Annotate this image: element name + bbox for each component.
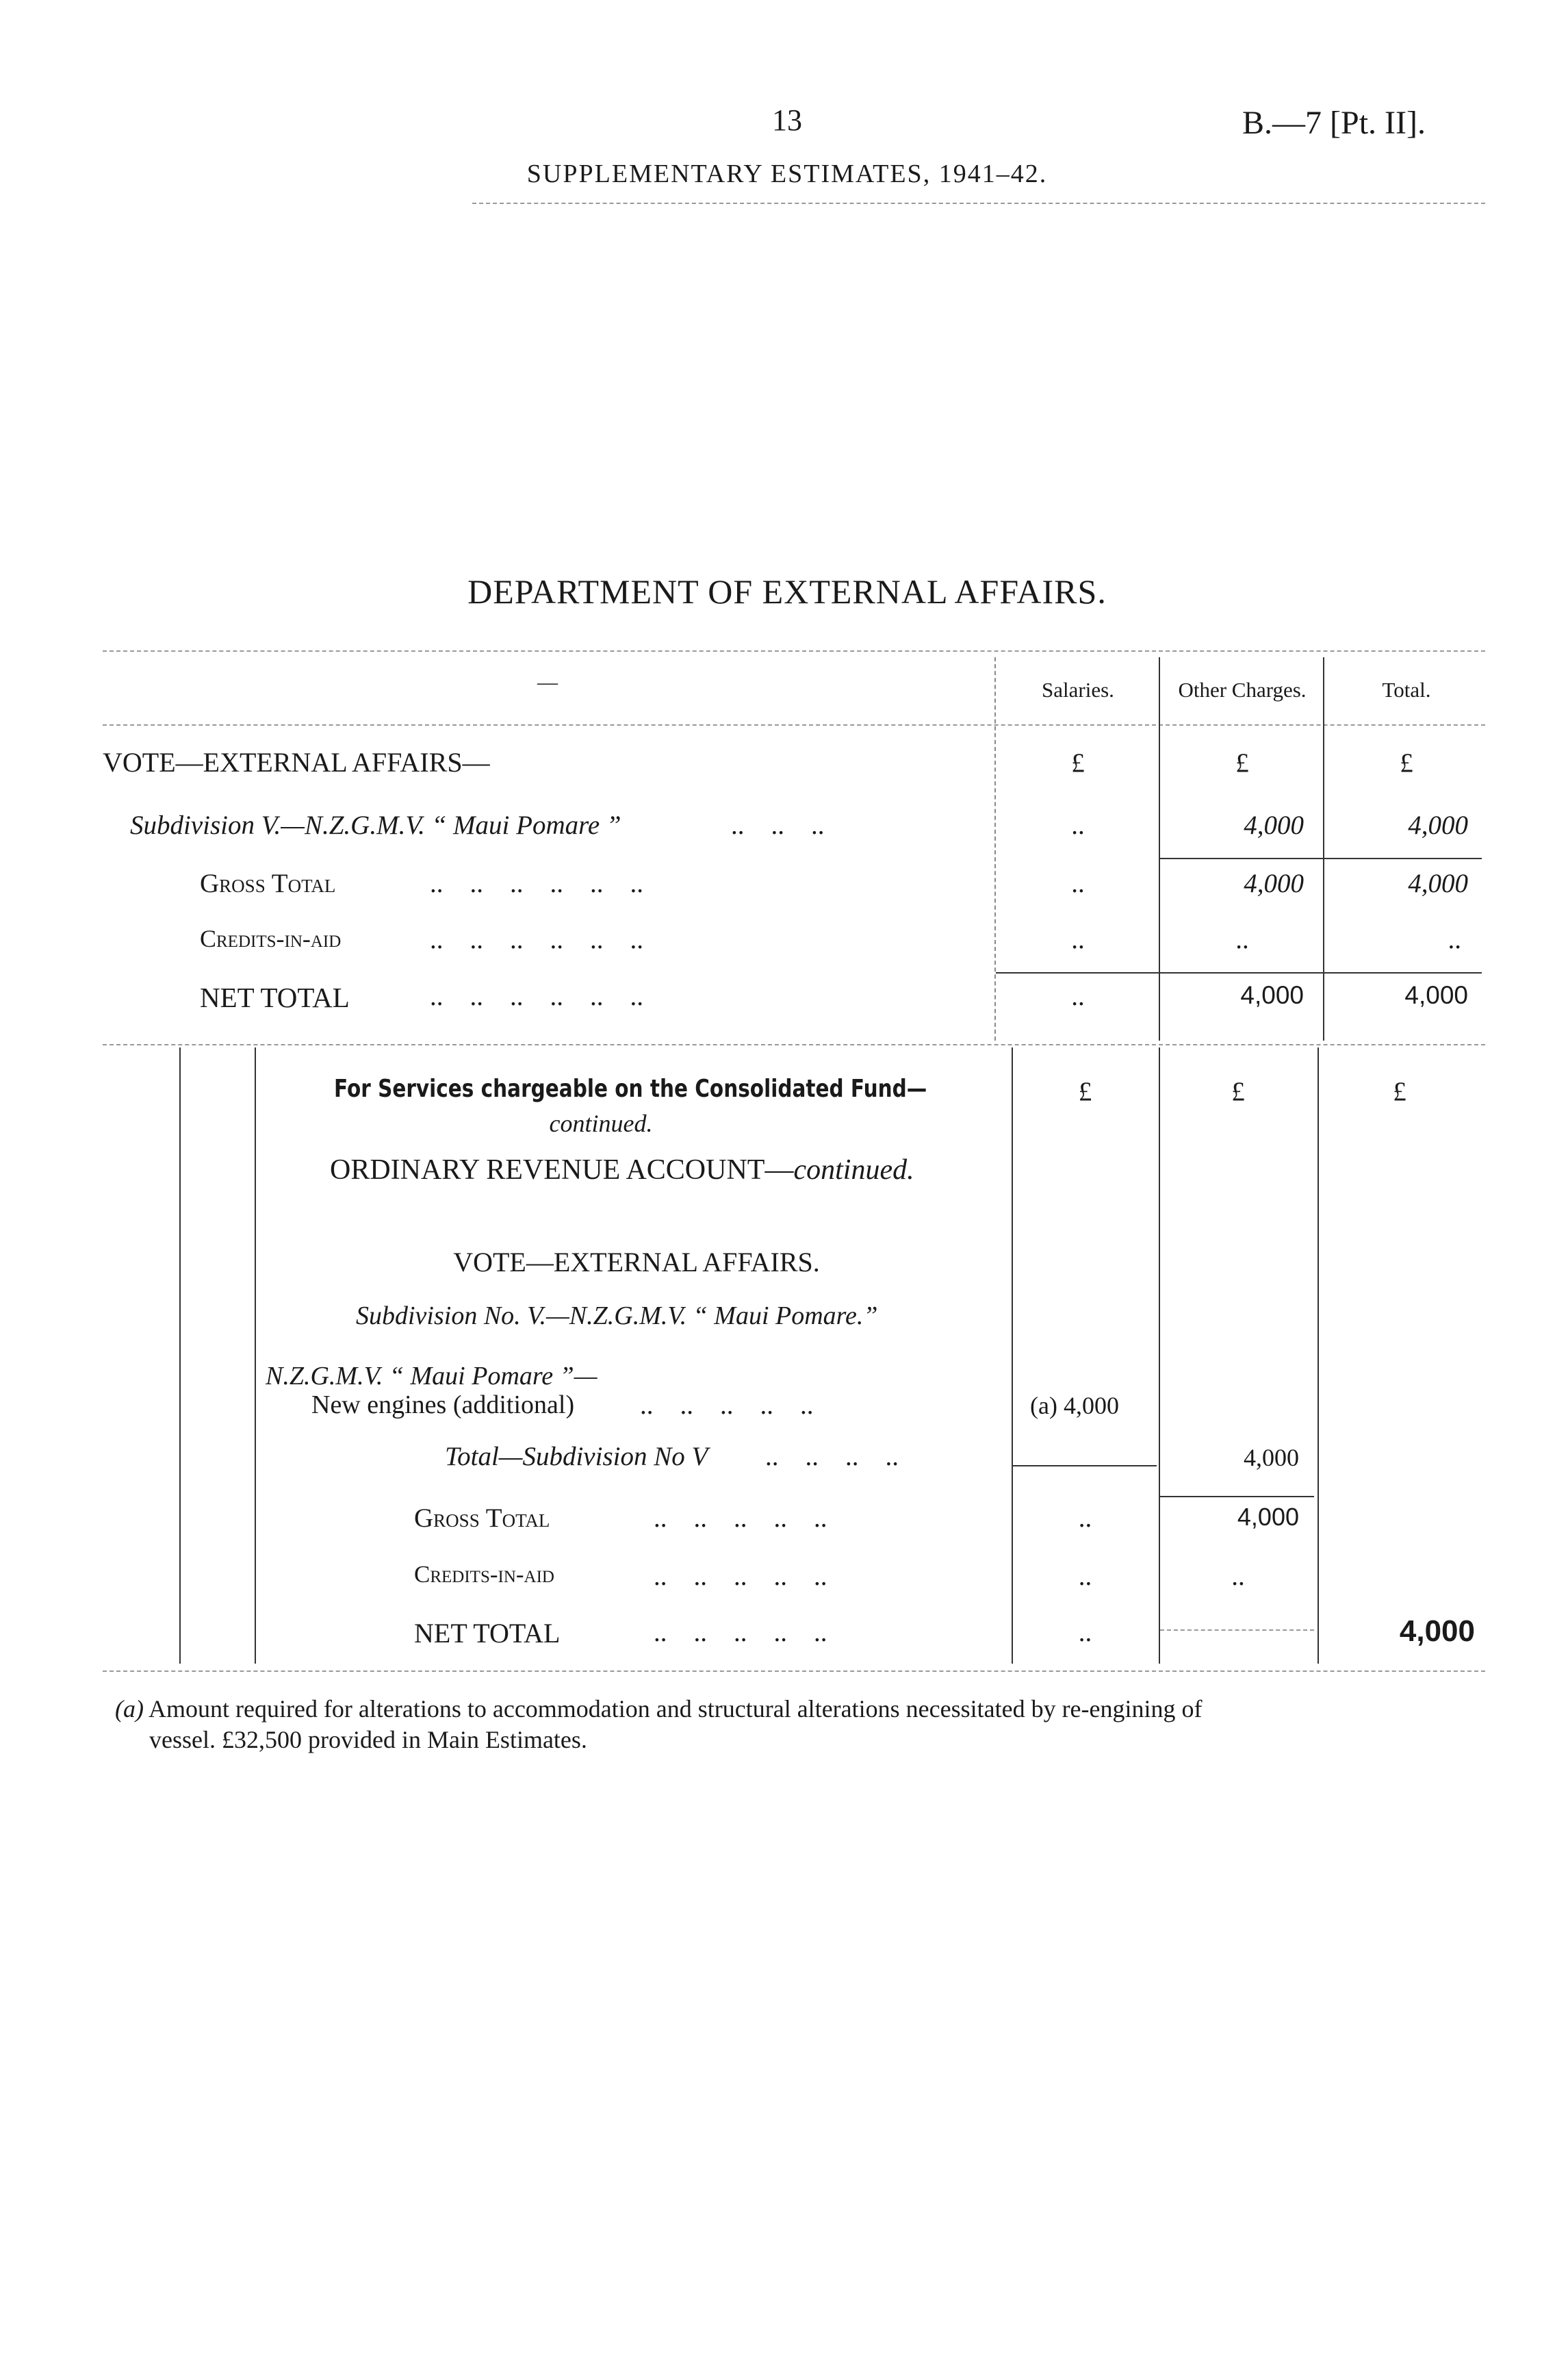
net-total-rule — [996, 972, 1482, 974]
cell-total: 4,000 — [1408, 869, 1468, 898]
detail-subdivision-heading: Subdivision No. V.—N.Z.G.M.V. “ Maui Pomare.” — [356, 1301, 878, 1330]
summary-header-rule — [103, 724, 1485, 726]
account-heading — [330, 1154, 914, 1186]
cell-salaries: .. — [1071, 982, 1085, 1011]
cell-col-1: .. — [1078, 1618, 1092, 1647]
leader-dots: .. .. .. .. .. — [640, 1390, 814, 1420]
account-continued: continued. — [793, 1154, 914, 1186]
page-number: 13 — [772, 103, 802, 137]
cell-total: .. — [1448, 925, 1461, 954]
margin-rule — [255, 1047, 256, 1664]
cell-col-2: 4,000 — [1244, 1444, 1299, 1471]
footnote-text: Amount required for alterations to accommodation and structural alterations necessitated by re-engining of — [149, 1695, 1203, 1723]
column-header-other-charges: Other Charges. — [1178, 678, 1307, 702]
row-label-gross-total: Gross Total — [414, 1503, 550, 1533]
row-label-gross-total: Gross Total — [200, 869, 336, 898]
cell-col-1: .. — [1078, 1503, 1092, 1533]
leader-dots: .. .. .. .. — [765, 1442, 899, 1471]
item-title: N.Z.G.M.V. “ Maui Pomare ”— — [266, 1362, 597, 1390]
row-label-net-total: NET TOTAL — [200, 982, 350, 1013]
row-label-total-subdivision: Total—Subdivision No V — [445, 1442, 708, 1471]
consolidated-fund-heading: For Services chargeable on the Consolidated Fund— — [334, 1075, 927, 1103]
summary-top-rule — [103, 650, 1485, 652]
currency-col-1: £ — [1078, 1077, 1092, 1106]
row-label-subdivision: Subdivision V.—N.Z.G.M.V. “ Maui Pomare ” — [130, 811, 621, 840]
detail-vote-heading: VOTE—EXTERNAL AFFAIRS. — [453, 1247, 820, 1278]
blank-column-header: — — [537, 671, 558, 694]
currency-col-3: £ — [1393, 1077, 1406, 1106]
department-title: DEPARTMENT OF EXTERNAL AFFAIRS. — [467, 572, 1107, 611]
leader-dots: .. .. .. .. .. .. — [430, 925, 643, 954]
column-header-total: Total. — [1382, 678, 1431, 702]
subtotal-rule — [1013, 1465, 1157, 1466]
cell-other-charges: 4,000 — [1240, 981, 1304, 1009]
leader-dots: .. .. .. .. .. — [654, 1503, 827, 1533]
detail-col-divider — [1318, 1047, 1319, 1664]
cell-salaries: .. — [1071, 925, 1085, 954]
net-total-rule — [1160, 1629, 1314, 1631]
column-header-salaries: Salaries. — [1042, 678, 1114, 702]
cell-salaries: .. — [1071, 811, 1085, 840]
account-name: ORDINARY REVENUE ACCOUNT— — [330, 1154, 794, 1186]
cell-other-charges: 4,000 — [1244, 869, 1304, 898]
cell-col-2: .. — [1231, 1562, 1245, 1591]
cell-total: 4,000 — [1408, 811, 1468, 840]
cell-other-charges: .. — [1235, 925, 1249, 954]
footnote-line-2: vessel. £32,500 provided in Main Estimates. — [149, 1726, 587, 1753]
cell-col-1: .. — [1078, 1562, 1092, 1591]
vote-label: VOTE—EXTERNAL AFFAIRS— — [103, 747, 490, 778]
currency-total: £ — [1400, 748, 1413, 778]
cell-salaries: .. — [1071, 869, 1085, 898]
cell-other-charges: 4,000 — [1244, 811, 1304, 840]
leader-dots: .. .. .. — [731, 811, 825, 840]
leader-dots: .. .. .. .. .. — [654, 1562, 827, 1591]
item-amount: (a) 4,000 — [1030, 1392, 1119, 1419]
row-label-net-total: NET TOTAL — [414, 1618, 561, 1649]
row-label-credits-in-aid: Credits-in-aid — [200, 925, 342, 952]
footnote-line-1 — [115, 1694, 1203, 1723]
margin-rule — [179, 1047, 181, 1664]
leader-dots: .. .. .. .. .. .. — [430, 982, 643, 1011]
detail-bottom-rule — [103, 1670, 1485, 1672]
item-description: New engines (additional) — [311, 1390, 575, 1419]
leader-dots: .. .. .. .. .. — [654, 1618, 827, 1647]
running-title: SUPPLEMENTARY ESTIMATES, 1941–42. — [526, 160, 1048, 188]
currency-col-2: £ — [1231, 1077, 1245, 1106]
subtotal-rule — [1160, 858, 1482, 859]
currency-salaries: £ — [1071, 748, 1085, 778]
cell-col-3-net-total: 4,000 — [1399, 1614, 1475, 1648]
cell-col-2: 4,000 — [1237, 1503, 1299, 1531]
row-label-credits-in-aid: Credits-in-aid — [414, 1561, 554, 1588]
header-rule — [472, 203, 1485, 204]
document-reference: B.—7 [Pt. II]. — [1242, 105, 1426, 141]
leader-dots: .. .. .. .. .. .. — [430, 869, 643, 898]
summary-bottom-rule — [103, 1044, 1485, 1045]
currency-other: £ — [1235, 748, 1249, 778]
subtotal-rule — [1160, 1496, 1314, 1497]
cell-total: 4,000 — [1404, 981, 1468, 1009]
footnote-marker: (a) — [115, 1695, 144, 1723]
continued-note: continued. — [549, 1110, 653, 1137]
